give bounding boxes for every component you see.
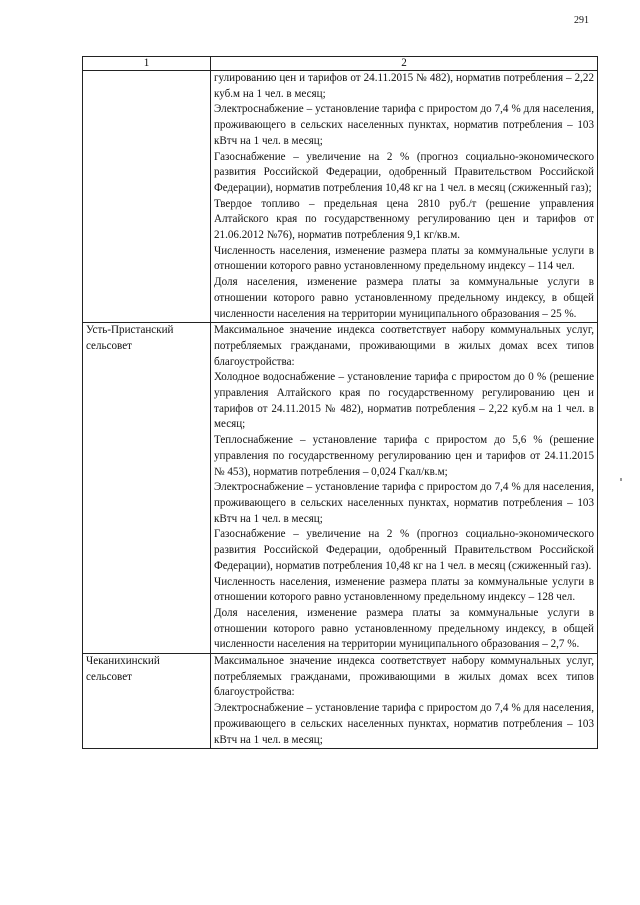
paragraph: Теплоснабжение – установление тарифа с приростом до 5,6 % (решение управления по государственному регулированию цен и тарифов от 24.11.2015 № 453), норматив потребления – 0,024 Гкал/кв.м; <box>214 434 594 478</box>
paragraph: Твердое топливо – предельная цена 2810 руб./т (решение управления Алтайского края по государственному регулированию цен и тарифов от 21.06.2012 №76), норматив потребления 9,1 кг/кв.м. <box>214 197 594 242</box>
paragraph: Электроснабжение – установление тарифа с приростом до 7,4 % для населения, проживающего в сельских населенных пунктах, норматив потребления – 103 кВтч на 1 чел. в месяц; <box>214 481 594 525</box>
municipality-cell: Усть-Пристанский сельсовет <box>83 323 211 654</box>
description-cell <box>211 71 598 323</box>
table-header-row <box>83 57 598 71</box>
table-row <box>83 654 598 749</box>
page-number: 291 <box>574 15 589 26</box>
column-header: 1 <box>83 57 211 71</box>
column-header: 2 <box>211 57 598 71</box>
municipality-cell <box>83 71 211 323</box>
paragraph: Численность населения, изменение размера платы за коммунальные услуги в отношении которого равно установленному предельному индексу – 114 чел. <box>214 244 594 273</box>
paragraph: Газоснабжение – увеличение на 2 % (прогноз социально-экономического развития Российской Федерации, одобренный Правительством Российской Федерации), норматив потребления 10,48 кг на 1 чел. в месяц (сжиженный газ). <box>214 528 594 572</box>
paragraph: Электроснабжение – установление тарифа с приростом до 7,4 % для населения, проживающего в сельских населенных пунктах, норматив потребления – 103 кВтч на 1 чел. в месяц; <box>214 103 594 147</box>
description-cell <box>211 323 598 654</box>
tariff-table <box>82 56 598 749</box>
description-cell <box>211 654 598 749</box>
paragraph: Максимальное значение индекса соответствует набору коммунальных услуг, потребляемых гражданами, проживающими в жилых домах всех типов благоустройства: <box>214 324 594 368</box>
paragraph: Электроснабжение – установление тарифа с приростом до 7,4 % для населения, проживающего в сельских населенных пунктах, норматив потребления – 103 кВтч на 1 чел. в месяц; <box>214 702 594 746</box>
paragraph: Газоснабжение – увеличение на 2 % (прогноз социально-экономического развития Российской Федерации, одобренный Правительством Российской Федерации), норматив потребления 10,48 кг на 1 чел. в месяц (сжиженный газ); <box>214 150 594 194</box>
paragraph: Численность населения, изменение размера платы за коммунальные услуги в отношении которого равно установленному предельному индексу – 128 чел. <box>214 575 594 604</box>
table-row <box>83 71 598 323</box>
municipality-cell: Чеканихинский сельсовет <box>83 654 211 749</box>
paragraph: Максимальное значение индекса соответствует набору коммунальных услуг, потребляемых гражданами, проживающими в жилых домах всех типов благоустройства: <box>214 655 594 699</box>
scan-speck <box>620 478 622 481</box>
paragraph: Доля населения, изменение размера платы за коммунальные услуги в отношении которого равно установленному предельному индексу, в общей численности населения на территории муниципального образования – 25 %. <box>214 276 594 320</box>
paragraph: Холодное водоснабжение – установление тарифа с приростом до 0 % (решение управления Алтайского края по государственному регулированию цен и тарифов от 24.11.2015 № 482), норматив потребления – 2,22 куб.м на 1 чел. в месяц; <box>214 371 594 431</box>
paragraph: гулированию цен и тарифов от 24.11.2015 № 482), норматив потребления – 2,22 куб.м на 1 чел. в месяц; <box>214 72 594 100</box>
table-row <box>83 323 598 654</box>
paragraph: Доля населения, изменение размера платы за коммунальные услуги в отношении которого равно установленному предельному индексу, в общей численности населения на территории муниципального образования – 2,7 %. <box>214 606 594 651</box>
